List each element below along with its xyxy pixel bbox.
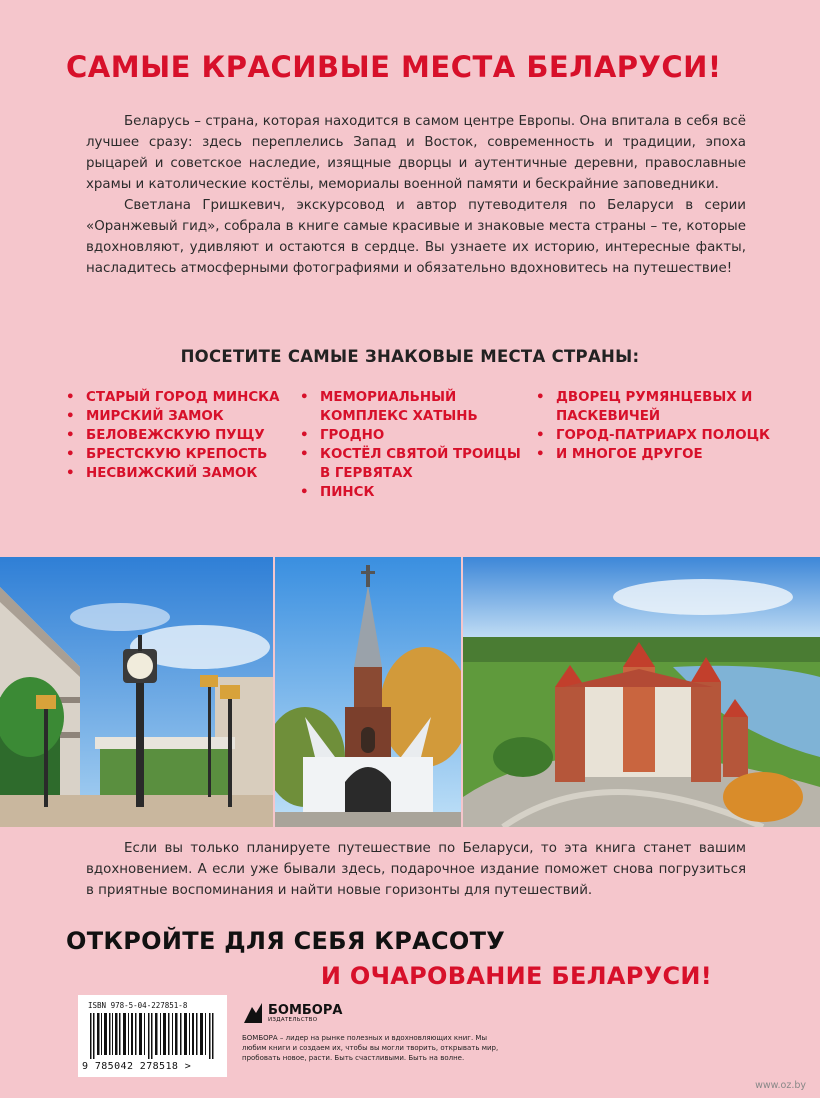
intro-paragraph-2: Светлана Гришкевич, экскурсовод и автор путеводителя по Беларуси в серии «Оранжевый гид», собрала в книге самые красивые и знаковые места страны – те, которые вдохновляют, удивляют и остаются в сердце. Вы узнаете их историю, интересные факты, насладитесь атмосферными фотографиями и обязательно вдохновитесь на путешествие!	[86, 198, 746, 276]
outro-text	[86, 838, 746, 901]
isbn-text: ISBN 978-5-04-227851-8	[88, 1001, 188, 1010]
publisher-block	[242, 1001, 502, 1063]
church-photo	[275, 557, 461, 827]
place-item: • НЕСВИЖСКИЙ ЗАМОК	[64, 464, 294, 483]
barcode-bars	[90, 1013, 216, 1059]
places-heading: ПОСЕТИТЕ САМЫЕ ЗНАКОВЫЕ МЕСТА СТРАНЫ:	[180, 347, 640, 366]
place-item: • БРЕСТСКУЮ КРЕПОСТЬ	[64, 445, 294, 464]
photo-strip	[0, 557, 820, 827]
place-item: • КОСТЁЛ СВЯТОЙ ТРОИЦЫ В ГЕРВЯТАХ	[298, 445, 530, 483]
place-item: • ГОРОД-ПАТРИАРХ ПОЛОЦК	[534, 426, 774, 445]
barcode	[78, 995, 227, 1077]
places-column-2	[298, 388, 530, 502]
publisher-subtitle: ИЗДАТЕЛЬСТВО	[268, 1016, 318, 1023]
places-column-1	[64, 388, 294, 483]
publisher-description: БОМБОРА – лидер на рынке полезных и вдохновляющих книг. Мы любим книги и создаем их, чтобы вы могли творить, открывать мир, пробовать новое, расти. Быть счастливыми. Быть на волне.	[242, 1034, 499, 1062]
bombora-logo-icon	[242, 1001, 264, 1025]
place-item: • ГРОДНО	[298, 426, 530, 445]
place-item: • ДВОРЕЦ РУМЯНЦЕВЫХ И ПАСКЕВИЧЕЙ	[534, 388, 774, 426]
mir-castle-photo	[463, 557, 820, 827]
place-item: • СТАРЫЙ ГОРОД МИНСКА	[64, 388, 294, 407]
place-item: • МИРСКИЙ ЗАМОК	[64, 407, 294, 426]
place-item: • И МНОГОЕ ДРУГОЕ	[534, 445, 774, 464]
places-column-3	[534, 388, 774, 464]
page-title: САМЫЕ КРАСИВЫЕ МЕСТА БЕЛАРУСИ!	[66, 50, 722, 84]
place-item: • МЕМОРИАЛЬНЫЙ КОМПЛЕКС ХАТЫНЬ	[298, 388, 530, 426]
intro-text	[86, 111, 746, 279]
slogan-line-1: ОТКРОЙТЕ ДЛЯ СЕБЯ КРАСОТУ	[66, 927, 506, 955]
place-item: • БЕЛОВЕЖСКУЮ ПУЩУ	[64, 426, 294, 445]
barcode-digits: 9 785042 278518 >	[82, 1061, 192, 1072]
outro-paragraph: Если вы только планируете путешествие по Беларуси, то эта книга станет вашим вдохновением. А если уже бывали здесь, подарочное издание поможет снова погрузиться в приятные воспоминания и найти новые горизонты для путешествий.	[86, 841, 746, 898]
place-item: • ПИНСК	[298, 483, 530, 502]
watermark: www.oz.by	[755, 1080, 806, 1091]
publisher-logo	[242, 1001, 502, 1025]
publisher-name: БОМБОРА	[268, 1002, 343, 1018]
slogan-line-2: И ОЧАРОВАНИЕ БЕЛАРУСИ!	[320, 962, 712, 990]
minsk-clock-photo	[0, 557, 273, 827]
intro-paragraph-1: Беларусь – страна, которая находится в самом центре Европы. Она впитала в себя всё лучшее сразу: здесь переплелись Запад и Восток, современность и традиции, эпоха рыцарей и советское наследие, изящные дворцы и аутентичные деревни, православные храмы и католические костёлы, мемориалы военной памяти и бескрайние заповедники.	[86, 114, 746, 192]
